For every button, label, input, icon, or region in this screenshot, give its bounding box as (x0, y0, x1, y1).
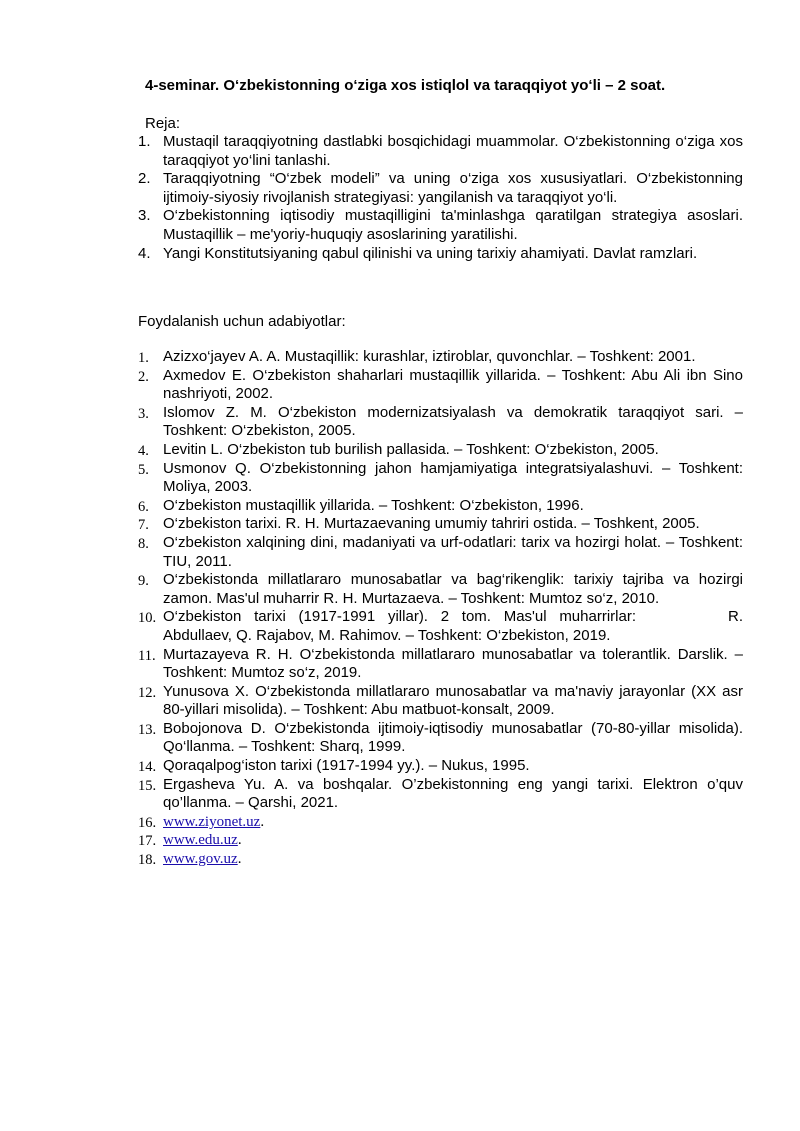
reference-text: O‘zbekistonda millatlararo munosabatlar va bag‘rikenglik: tarixiy tajriba va hozirgi zamon. Mas'ul muharrir R. H. Murtazaeva. – Toshkent: Mumtoz so‘z, 2010. (163, 571, 743, 607)
reference-tail: . (260, 813, 265, 830)
reference-item (138, 720, 743, 757)
reference-number: 18. (138, 852, 157, 869)
reference-number: 2. (138, 368, 149, 385)
reference-item (138, 757, 743, 776)
references-list (138, 348, 743, 869)
reference-item (138, 646, 743, 683)
reference-text: O‘zbekiston tarixi. R. H. Murtazaevaning umumiy tahriri ostida. – Toshkent, 2005. (163, 515, 700, 533)
edu-link[interactable]: www.edu.uz (163, 832, 238, 849)
literature-heading: Foydalanish uchun adabiyotlar: (138, 313, 346, 330)
reference-number: 8. (138, 535, 149, 552)
reference-item (138, 850, 743, 869)
plan-item-number: 3. (138, 207, 151, 225)
plan-item (138, 133, 743, 170)
reference-number: 13. (138, 721, 157, 738)
plan-item (138, 207, 743, 244)
reference-item (138, 534, 743, 571)
reference-item (138, 813, 743, 832)
reference-number: 16. (138, 814, 157, 831)
reference-item (138, 404, 743, 441)
reference-number: 11. (138, 647, 156, 664)
reference-text: Levitin L. O‘zbekiston tub burilish pallasida. – Toshkent: O‘zbekiston, 2005. (163, 440, 659, 458)
ziyonet-link[interactable]: www.ziyonet.uz (163, 813, 261, 830)
reference-number: 1. (138, 350, 149, 366)
reference-item (138, 367, 743, 404)
reference-number: 9. (138, 573, 149, 590)
reference-number: 5. (138, 461, 149, 478)
reference-number: 14. (138, 759, 157, 776)
reference-text: O‘zbekiston tarixi (1917-1991 yillar). 2 tom. Mas'ul muharrirlar: (163, 608, 636, 626)
reference-text-continued: R. Abdullaev, Q. Rajabov, M. Rahimov. – Toshkent: O‘zbekiston, 2019. (163, 608, 743, 644)
reference-text: Murtazayeva R. H. O‘zbekistonda millatlararo munosabatlar va tolerantlik. Darslik. – Toshkent: Mumtoz so‘z, 2019. (163, 645, 743, 682)
reference-text: O‘zbekiston xalqining dini, madaniyati va urf-odatlari: tarix va hozirgi holat. – Toshkent: TIU, 2011. (163, 533, 743, 570)
reference-number: 10. (138, 610, 157, 627)
plan-item-text: Yangi Konstitutsiyaning qabul qilinishi va uning tarixiy ahamiyati. Davlat ramzlari. (163, 244, 698, 262)
plan-item-number: 1. (138, 133, 151, 150)
reference-number: 7. (138, 517, 149, 534)
reference-number: 4. (138, 442, 149, 459)
reference-tail: . (237, 851, 242, 868)
plan-list (138, 133, 743, 263)
reference-text: Bobojonova D. O‘zbekistonda ijtimoiy-iqtisodiy munosabatlar (70-80-yillar misolida). Qo‘llanma. – Toshkent: Sharq, 1999. (163, 719, 743, 756)
reference-number: 15. (138, 777, 157, 794)
plan-item-text: Taraqqiyotning “O‘zbek modeli” va uning o‘ziga xos xususiyatlari. O‘zbekistonning ijtimoiy-siyosiy rivojlanish strategiyasi: yangilanish va taraqqiyot yo‘li. (163, 170, 743, 206)
reference-item (138, 441, 743, 460)
reference-text: Qoraqalpog‘iston tarixi (1917-1994 yy.). – Nukus, 1995. (163, 757, 530, 775)
reference-item (138, 460, 743, 497)
reference-text: Azizxo‘jayev A. A. Mustaqillik: kurashlar, iztiroblar, quvonchlar. – Toshkent: 2001. (163, 348, 696, 365)
reference-text: Islomov Z. M. O‘zbekiston modernizatsiyalash va demokratik taraqqiyot sari. – Toshkent: O‘zbekiston, 2005. (163, 403, 743, 440)
reference-item (138, 497, 743, 516)
reference-number: 12. (138, 684, 157, 701)
plan-heading: Reja: (145, 115, 181, 132)
plan-item-text: O‘zbekistonning iqtisodiy mustaqilligini ta'minlashga qaratilgan strategiya asoslari. Mustaqillik – me'yoriy-huquqiy asoslarining yaratilishi. (163, 207, 743, 243)
plan-item (138, 245, 743, 264)
plan-item-number: 2. (138, 170, 151, 188)
reference-tail: . (237, 832, 242, 849)
reference-item (138, 831, 743, 850)
reference-text: O‘zbekiston mustaqillik yillarida. – Toshkent: O‘zbekiston, 1996. (163, 496, 584, 514)
gov-link[interactable]: www.gov.uz (163, 851, 238, 868)
reference-text: Usmonov Q. O‘zbekistonning jahon hamjamiyatiga integratsiyalashuvi. – Toshkent: Moliya, 2003. (163, 459, 743, 496)
plan-item-text: Mustaqil taraqqiyotning dastlabki bosqichidagi muammolar. O‘zbekistonning o‘ziga xos taraqqiyot yo‘lini tanlashi. (163, 133, 743, 169)
reference-item (138, 515, 743, 534)
reference-text: Yunusova X. O‘zbekistonda millatlararo munosabatlar va ma'naviy jarayonlar (XX asr 80-yillari misolida). – Toshkent: Abu matbuot-konsalt, 2009. (163, 682, 743, 719)
page-title: 4-seminar. O‘zbekistonning o‘ziga xos istiqlol va taraqqiyot yo‘li – 2 soat. (145, 77, 666, 94)
reference-item (138, 608, 743, 645)
reference-item (138, 683, 743, 720)
reference-number: 3. (138, 405, 149, 422)
reference-text: Axmedov E. O‘zbekiston shaharlari mustaqillik yillarida. – Toshkent: Abu Ali ibn Sino nashriyoti, 2002. (163, 366, 743, 403)
reference-number: 17. (138, 833, 157, 850)
plan-item-number: 4. (138, 244, 151, 262)
reference-item (138, 571, 743, 608)
plan-item (138, 170, 743, 207)
reference-text: Ergasheva Yu. A. va boshqalar. O’zbekistonning eng yangi tarixi. Elektron o’quv qo’llanma. – Qarshi, 2021. (163, 775, 743, 812)
reference-item (138, 776, 743, 813)
reference-number: 6. (138, 498, 149, 515)
reference-item (138, 348, 743, 367)
